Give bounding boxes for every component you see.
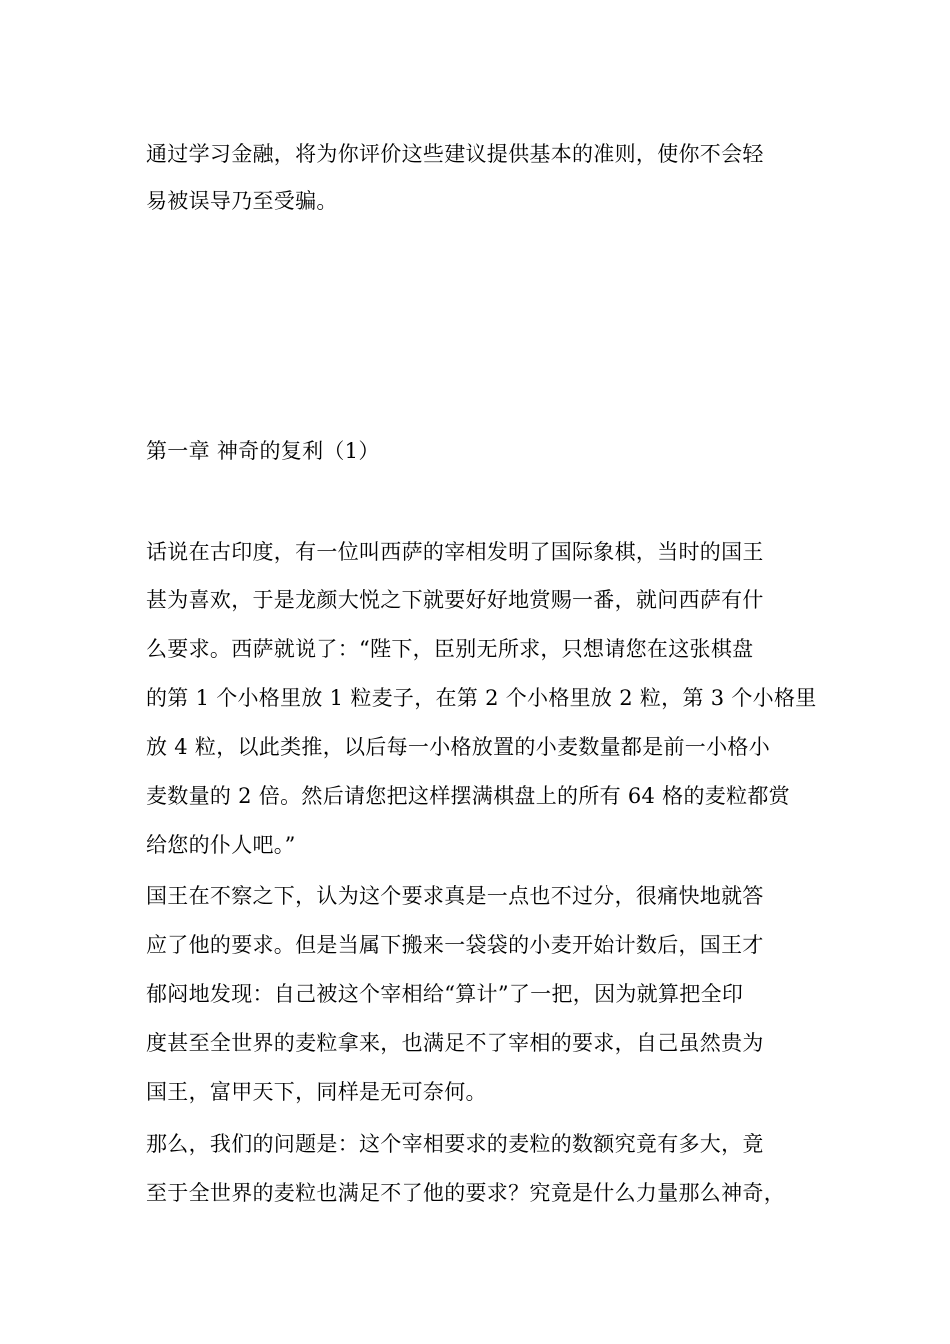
paragraph-line: 甚为喜欢，于是龙颜大悦之下就要好好地赏赐一番，就问西萨有什 bbox=[146, 588, 764, 612]
paragraph-line: 度甚至全世界的麦粒拿来，也满足不了宰相的要求，自己虽然贵为 bbox=[146, 1031, 764, 1055]
paragraph-line: 放 4 粒，以此类推，以后每一小格放置的小麦数量都是前一小格小 bbox=[146, 735, 771, 759]
paragraph-line: 给您的仆人吧。” bbox=[146, 833, 296, 857]
intro-line: 通过学习金融，将为你评价这些建议提供基本的准则，使你不会轻 bbox=[146, 142, 764, 166]
paragraph-line: 国王在不察之下，认为这个要求真是一点也不过分，很痛快地就答 bbox=[146, 884, 764, 908]
chapter-heading: 第一章 神奇的复利（1） bbox=[146, 439, 380, 463]
paragraph-line: 至于全世界的麦粒也满足不了他的要求？究竟是什么力量那么神奇， bbox=[146, 1181, 785, 1205]
paragraph-line: 麦数量的 2 倍。然后请您把这样摆满棋盘上的所有 64 格的麦粒都赏 bbox=[146, 784, 790, 808]
paragraph-line: 么要求。西萨就说了：“陛下，臣别无所求，只想请您在这张棋盘 bbox=[146, 637, 754, 661]
paragraph-line: 郁闷地发现：自己被这个宰相给“算计”了一把，因为就算把全印 bbox=[146, 982, 744, 1006]
paragraph-line: 应了他的要求。但是当属下搬来一袋袋的小麦开始计数后，国王才 bbox=[146, 933, 764, 957]
paragraph-line: 那么，我们的问题是：这个宰相要求的麦粒的数额究竟有多大，竟 bbox=[146, 1132, 764, 1156]
paragraph-line: 话说在古印度，有一位叫西萨的宰相发明了国际象棋，当时的国王 bbox=[146, 540, 764, 564]
paragraph-line: 的第 1 个小格里放 1 粒麦子，在第 2 个小格里放 2 粒，第 3 个小格里 bbox=[146, 686, 817, 710]
paragraph-line: 国王，富甲天下，同样是无可奈何。 bbox=[146, 1080, 487, 1104]
intro-line: 易被误导乃至受骗。 bbox=[146, 189, 338, 213]
